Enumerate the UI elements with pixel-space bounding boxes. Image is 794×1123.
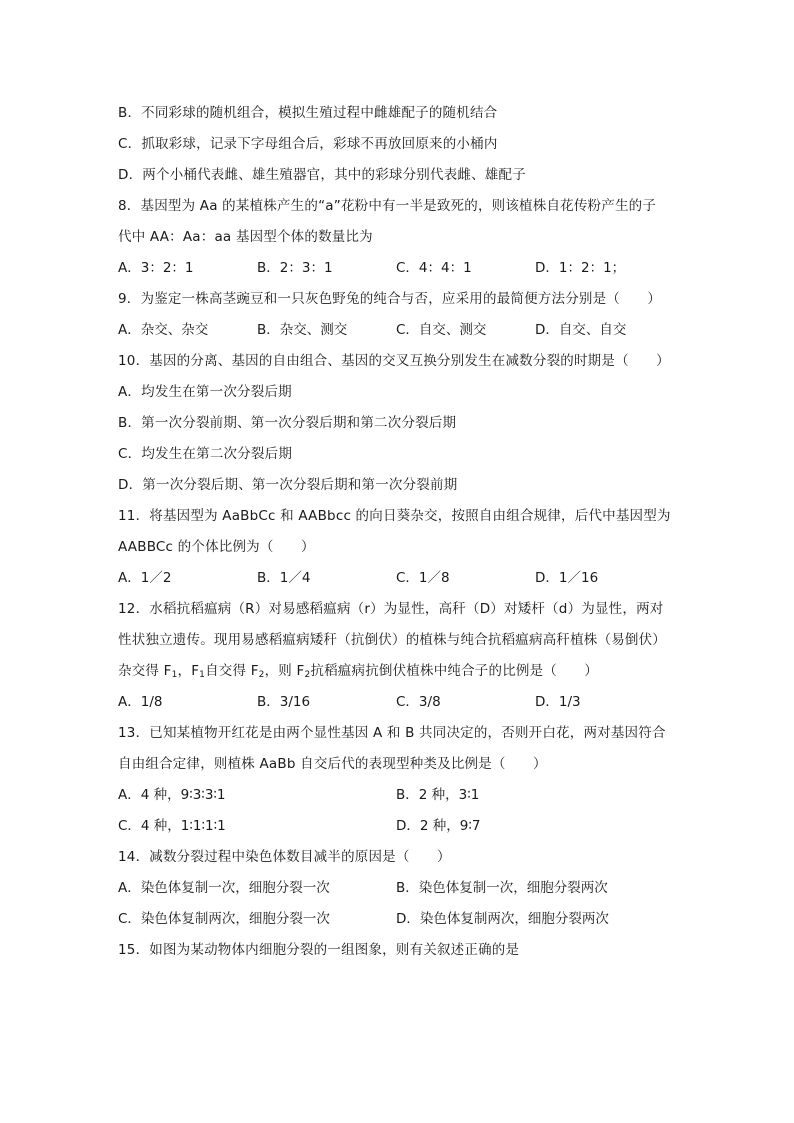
q12-subscript: 2 bbox=[258, 670, 265, 680]
q12-subscript: 1 bbox=[199, 670, 206, 680]
q12-subscript: 1 bbox=[171, 670, 178, 680]
q11-option-c: C．1／8 bbox=[396, 570, 450, 586]
q9-option-c: C．自交、测交 bbox=[396, 322, 487, 338]
q14-stem: 14．减数分裂过程中染色体数目减半的原因是（ ） bbox=[118, 849, 451, 865]
q8-stem-line1: 8．基因型为 Aa 的某植株产生的“a”花粉中有一半是致死的，则该植株自花传粉产生的子 bbox=[118, 198, 657, 214]
q13-stem-line1: 13．已知某植物开红花是由两个显性基因 A 和 B 共同决定的，否则开白花，两对基因符合 bbox=[118, 725, 666, 741]
q8-option-a: A．3：2：1 bbox=[118, 260, 194, 276]
q12-option-a: A．1/8 bbox=[118, 694, 163, 710]
q10-option-d: D．第一次分裂后期、第一次分裂后期和第一次分裂前期 bbox=[118, 477, 458, 493]
q8-option-d: D．1：2：1； bbox=[535, 260, 626, 276]
q8-option-b: B．2：3：1 bbox=[257, 260, 333, 276]
q8-stem-line2: 代中 AA：Aa：aa 基因型个体的数量比为 bbox=[118, 229, 373, 245]
q10-stem: 10．基因的分离、基因的自由组合、基因的交叉互换分别发生在减数分裂的时期是（ ） bbox=[118, 353, 670, 369]
q11-option-b: B．1／4 bbox=[257, 570, 311, 586]
q11-stem-line2: AABBCc 的个体比例为（ ） bbox=[118, 539, 315, 555]
q12-stem-line1: 12．水稻抗稻瘟病（R）对易感稻瘟病（r）为显性，高秆（D）对矮杆（d）为显性，两对 bbox=[118, 601, 664, 617]
q12-text-seg5: 抗稻瘟病抗倒伏植株中纯合子的比例是（ ） bbox=[310, 663, 599, 679]
q13-option-b: B．2 种，3∶1 bbox=[396, 787, 480, 803]
q14-option-a: A．染色体复制一次，细胞分裂一次 bbox=[118, 880, 330, 896]
q9-option-b: B．杂交、测交 bbox=[257, 322, 348, 338]
q12-option-d: D．1/3 bbox=[535, 694, 581, 710]
q11-stem-line1: 11．将基因型为 AaBbCc 和 AABbcc 的向日葵杂交，按照自由组合规律，后代中基因型为 bbox=[118, 508, 671, 524]
q7-option-c: C．抓取彩球，记录下字母组合后，彩球不再放回原来的小桶内 bbox=[118, 136, 498, 152]
q10-option-c: C．均发生在第二次分裂后期 bbox=[118, 446, 293, 462]
q9-stem: 9．为鉴定一株高茎豌豆和一只灰色野兔的纯合与否，应采用的最简便方法分别是（ ） bbox=[118, 291, 662, 307]
q11-option-d: D．1／16 bbox=[535, 570, 599, 586]
q7-option-b: B．不同彩球的随机组合，模拟生殖过程中雌雄配子的随机结合 bbox=[118, 105, 498, 121]
q12-text-seg2: ，F bbox=[177, 663, 200, 679]
q12-text-seg4: ，则 F bbox=[264, 663, 305, 679]
q12-stem-line3 bbox=[118, 660, 598, 682]
q11-option-a: A．1／2 bbox=[118, 570, 172, 586]
q12-text-seg1: 杂交得 F bbox=[118, 663, 172, 679]
q13-stem-line2: 自由组合定律，则植株 AaBb 自交后代的表现型种类及比例是（ ） bbox=[118, 756, 547, 772]
q13-option-c: C．4 种，1∶1∶1∶1 bbox=[118, 818, 226, 834]
q10-option-b: B．第一次分裂前期、第一次分裂后期和第二次分裂后期 bbox=[118, 415, 457, 431]
q13-option-a: A．4 种，9∶3∶3∶1 bbox=[118, 787, 226, 803]
q13-option-d: D．2 种，9∶7 bbox=[396, 818, 481, 834]
q8-option-c: C．4：4：1 bbox=[396, 260, 472, 276]
q10-option-a: A．均发生在第一次分裂后期 bbox=[118, 384, 292, 400]
q12-text-seg3: 自交得 F bbox=[205, 663, 259, 679]
q12-option-b: B．3/16 bbox=[257, 694, 311, 710]
q15-stem: 15．如图为某动物体内细胞分裂的一组图象，则有关叙述正确的是 bbox=[118, 942, 520, 958]
q12-option-c: C．3/8 bbox=[396, 694, 441, 710]
q9-option-a: A．杂交、杂交 bbox=[118, 322, 209, 338]
q14-option-d: D．染色体复制两次，细胞分裂两次 bbox=[396, 911, 609, 927]
q14-option-c: C．染色体复制两次，细胞分裂一次 bbox=[118, 911, 330, 927]
q7-option-d: D．两个小桶代表雌、雄生殖器官，其中的彩球分别代表雌、雄配子 bbox=[118, 167, 526, 183]
q14-option-b: B．染色体复制一次，细胞分裂两次 bbox=[396, 880, 608, 896]
q12-subscript: 2 bbox=[304, 670, 311, 680]
q9-option-d: D．自交、自交 bbox=[535, 322, 627, 338]
q12-stem-line2: 性状独立遗传。现用易感稻瘟病矮秆（抗倒伏）的植株与纯合抗稻瘟病高秆植株（易倒伏） bbox=[118, 632, 666, 648]
